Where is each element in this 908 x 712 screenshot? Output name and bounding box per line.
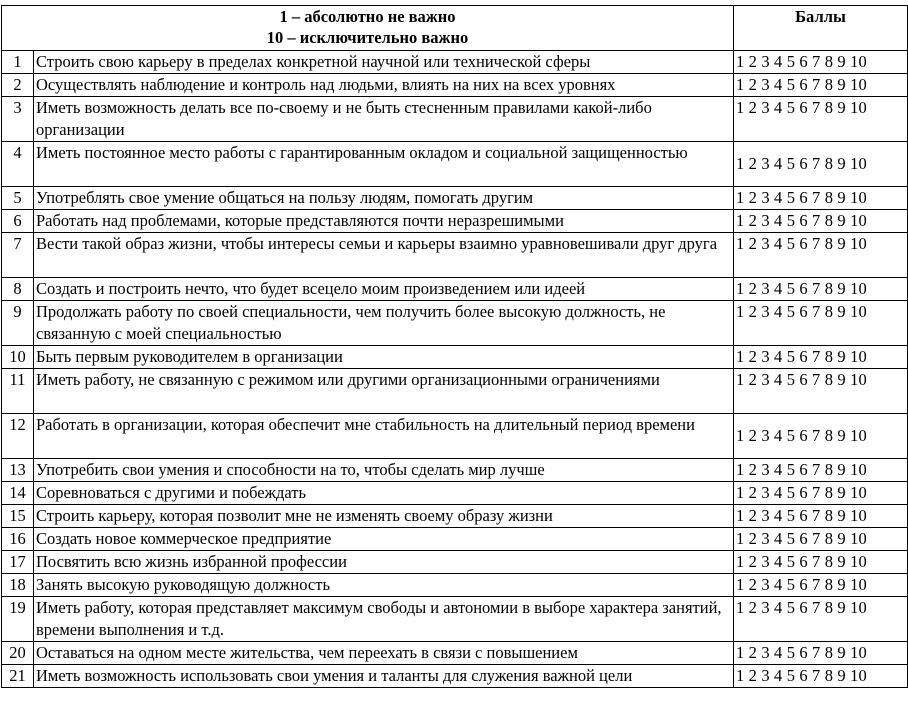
item-statement: Иметь возможность делать все по-своему и не быть стесненным правилами какой-либо организации	[34, 97, 734, 142]
table-row	[2, 142, 908, 187]
table-row	[2, 459, 908, 482]
score-scale[interactable]: 1 2 3 4 5 6 7 8 9 10	[734, 51, 908, 74]
item-statement: Посвятить всю жизнь избранной профессии	[34, 551, 734, 574]
item-statement: Занять высокую руководящую должность	[34, 574, 734, 597]
table-row	[2, 301, 908, 346]
score-scale[interactable]: 1 2 3 4 5 6 7 8 9 10	[734, 414, 908, 459]
table-row	[2, 574, 908, 597]
item-statement: Строить карьеру, которая позволит мне не изменять своему образу жизни	[34, 505, 734, 528]
item-statement: Осуществлять наблюдение и контроль над людьми, влиять на них на всех уровнях	[34, 74, 734, 97]
item-number: 17	[2, 551, 34, 574]
table-row	[2, 210, 908, 233]
score-scale[interactable]: 1 2 3 4 5 6 7 8 9 10	[734, 665, 908, 688]
score-scale[interactable]: 1 2 3 4 5 6 7 8 9 10	[734, 369, 908, 414]
item-number: 2	[2, 74, 34, 97]
item-number: 5	[2, 187, 34, 210]
item-statement: Оставаться на одном месте жительства, чем переехать в связи с повышением	[34, 642, 734, 665]
table-row	[2, 369, 908, 414]
item-number: 18	[2, 574, 34, 597]
item-number: 3	[2, 97, 34, 142]
table-row	[2, 482, 908, 505]
table-row	[2, 665, 908, 688]
score-scale[interactable]: 1 2 3 4 5 6 7 8 9 10	[734, 482, 908, 505]
table-row	[2, 551, 908, 574]
career-values-table	[1, 5, 908, 688]
item-statement: Употребить свои умения и способности на то, чтобы сделать мир лучше	[34, 459, 734, 482]
table-row	[2, 51, 908, 74]
table-row	[2, 528, 908, 551]
score-scale[interactable]: 1 2 3 4 5 6 7 8 9 10	[734, 574, 908, 597]
score-scale[interactable]: 1 2 3 4 5 6 7 8 9 10	[734, 346, 908, 369]
item-number: 10	[2, 346, 34, 369]
table-row	[2, 97, 908, 142]
item-statement: Работать в организации, которая обеспечит мне стабильность на длительный период времени	[34, 414, 734, 459]
item-statement: Создать новое коммерческое предприятие	[34, 528, 734, 551]
table-row	[2, 505, 908, 528]
item-statement: Продолжать работу по своей специальности, чем получить более высокую должность, не связанную с моей специальностью	[34, 301, 734, 346]
scale-legend-header	[2, 6, 734, 51]
score-scale[interactable]: 1 2 3 4 5 6 7 8 9 10	[734, 210, 908, 233]
item-number: 13	[2, 459, 34, 482]
score-scale[interactable]: 1 2 3 4 5 6 7 8 9 10	[734, 528, 908, 551]
item-number: 12	[2, 414, 34, 459]
item-statement: Вести такой образ жизни, чтобы интересы семьи и карьеры взаимно уравновешивали друг друга	[34, 233, 734, 278]
score-scale[interactable]: 1 2 3 4 5 6 7 8 9 10	[734, 187, 908, 210]
score-scale[interactable]: 1 2 3 4 5 6 7 8 9 10	[734, 233, 908, 278]
table-row	[2, 414, 908, 459]
item-statement: Быть первым руководителем в организации	[34, 346, 734, 369]
item-number: 7	[2, 233, 34, 278]
score-scale[interactable]: 1 2 3 4 5 6 7 8 9 10	[734, 301, 908, 346]
score-scale[interactable]: 1 2 3 4 5 6 7 8 9 10	[734, 551, 908, 574]
item-number: 15	[2, 505, 34, 528]
item-statement: Употреблять свое умение общаться на пользу людям, помогать другим	[34, 187, 734, 210]
table-row	[2, 597, 908, 642]
item-number: 8	[2, 278, 34, 301]
item-number: 11	[2, 369, 34, 414]
table-row	[2, 187, 908, 210]
item-number: 16	[2, 528, 34, 551]
score-scale[interactable]: 1 2 3 4 5 6 7 8 9 10	[734, 505, 908, 528]
score-scale[interactable]: 1 2 3 4 5 6 7 8 9 10	[734, 459, 908, 482]
item-number: 1	[2, 51, 34, 74]
item-statement: Иметь постоянное место работы с гарантированным окладом и социальной защищенностью	[34, 142, 734, 187]
item-statement: Иметь работу, не связанную с режимом или другими организационными ограничениями	[34, 369, 734, 414]
item-number: 21	[2, 665, 34, 688]
score-scale[interactable]: 1 2 3 4 5 6 7 8 9 10	[734, 597, 908, 642]
table-row	[2, 278, 908, 301]
item-statement: Создать и построить нечто, что будет всецело моим произведением или идеей	[34, 278, 734, 301]
item-statement: Строить свою карьеру в пределах конкретной научной или технической сферы	[34, 51, 734, 74]
scale-min-label: 1 – абсолютно не важно	[279, 7, 456, 26]
table-row	[2, 642, 908, 665]
table-header-row	[2, 6, 908, 51]
item-statement: Иметь возможность использовать свои умения и таланты для служения важной цели	[34, 665, 734, 688]
table-row	[2, 233, 908, 278]
score-scale[interactable]: 1 2 3 4 5 6 7 8 9 10	[734, 642, 908, 665]
item-statement: Работать над проблемами, которые представляются почти неразрешимыми	[34, 210, 734, 233]
item-number: 20	[2, 642, 34, 665]
score-column-header: Баллы	[734, 6, 908, 51]
item-number: 6	[2, 210, 34, 233]
score-scale[interactable]: 1 2 3 4 5 6 7 8 9 10	[734, 97, 908, 142]
item-statement: Соревноваться с другими и побеждать	[34, 482, 734, 505]
item-number: 14	[2, 482, 34, 505]
item-number: 19	[2, 597, 34, 642]
score-scale[interactable]: 1 2 3 4 5 6 7 8 9 10	[734, 74, 908, 97]
item-number: 9	[2, 301, 34, 346]
item-number: 4	[2, 142, 34, 187]
scale-max-label: 10 – исключительно важно	[266, 28, 469, 47]
table-row	[2, 346, 908, 369]
score-scale[interactable]: 1 2 3 4 5 6 7 8 9 10	[734, 278, 908, 301]
table-row	[2, 74, 908, 97]
item-statement: Иметь работу, которая представляет максимум свободы и автономии в выборе характера занятий, времени выполнения и т.д.	[34, 597, 734, 642]
score-scale[interactable]: 1 2 3 4 5 6 7 8 9 10	[734, 142, 908, 187]
